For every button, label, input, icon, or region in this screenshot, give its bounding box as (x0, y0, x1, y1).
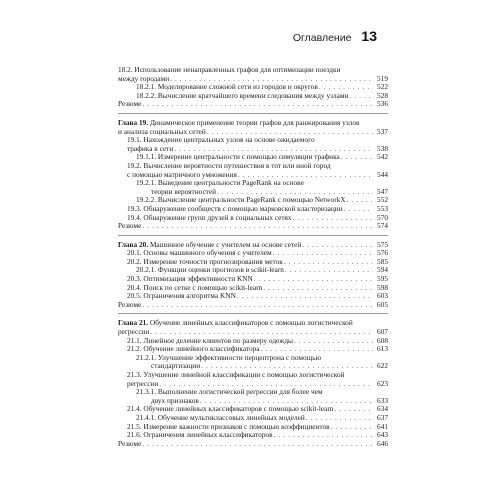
dot-leader (302, 241, 373, 250)
dot-leader (294, 337, 373, 346)
toc-entry-title: 19.4. Обнаружение групп друзей в социальных сетях (127, 212, 292, 222)
toc-page-number: 537 (377, 126, 388, 136)
toc-entry (118, 440, 388, 449)
toc-entry-title: 21.4.1. Обучение мультиклассовых линейных моделей (136, 412, 305, 422)
running-header (293, 28, 377, 44)
toc-page-number: 603 (377, 291, 388, 301)
toc-entry-title: 18.2.2. Вычисление кратчайшего времени следования между узлами (136, 90, 349, 100)
toc-entry-continued (118, 371, 388, 380)
dot-leader (285, 266, 373, 275)
toc-page-number: 574 (377, 221, 388, 231)
toc-entry-title: стандартизации (151, 361, 201, 371)
toc-entry (118, 222, 388, 231)
toc-entry-title: двух признаков (151, 395, 199, 405)
toc-page-number: 598 (377, 282, 388, 292)
dot-leader (331, 423, 373, 432)
toc-page-number: 634 (377, 404, 388, 414)
toc-page-number: 544 (377, 169, 388, 179)
toc-page-number: 536 (377, 99, 388, 109)
dot-leader (334, 405, 373, 414)
toc-entry-title: 19.2.1. Выведение центральности PageRank на основе (136, 178, 304, 188)
toc-page-number: 622 (377, 361, 388, 371)
dot-leader (341, 153, 373, 162)
toc-entry-title: 20.2.1. Функции оценки прогнозов в scikit-learn (136, 265, 284, 275)
toc-entry-title: 21.5. Измерение важности признаков с помощью коэффициентов (127, 421, 330, 431)
toc-entry-continued (118, 319, 388, 328)
toc-entry-title: 21.4. Обучение линейных классификаторов с помощью scikit-learn (127, 404, 334, 414)
toc-entry-title: Резюме (118, 99, 142, 109)
toc-page-number: 643 (377, 430, 388, 440)
toc-entry-title: 21.3. Улучшение линейной классификации с помощью логистической (127, 370, 345, 379)
toc-page-number: 547 (377, 186, 388, 196)
toc-entry-title: Резюме (118, 438, 142, 448)
chapter-label: Глава 20. (118, 239, 149, 249)
toc-page-number: 570 (377, 212, 388, 222)
dot-leader (349, 92, 373, 101)
dot-leader (274, 431, 373, 440)
dot-leader (263, 284, 373, 293)
chapter-divider (118, 235, 388, 236)
toc-page-number: 585 (377, 256, 388, 266)
toc-page-number: 637 (377, 412, 388, 422)
toc-page-number: 595 (377, 274, 388, 284)
toc-entry-title: 20.5. Ограничения алгоритма KNN (127, 291, 236, 301)
dot-leader (237, 292, 373, 301)
toc-entry-title: 19.1. Нахождение центральных узлов на основе ожидаемого (127, 135, 315, 145)
toc-page-number: 607 (377, 327, 388, 337)
toc-page-number: 613 (377, 344, 388, 354)
toc-page-number: 553 (377, 203, 388, 213)
toc-entry-title: 20.1. Основы машинного обучения с учителем (127, 248, 272, 258)
toc-entry-title: регрессии (118, 327, 150, 337)
toc-page-number: 605 (377, 299, 388, 309)
toc-entry-title: 18.2.1. Моделирование сложной сети из городов и округов (136, 82, 318, 92)
toc-page-number: 528 (377, 90, 388, 100)
toc-entry-title: регрессии (127, 378, 159, 388)
dot-leader (142, 301, 373, 310)
toc-entry-title: Резюме (118, 299, 142, 309)
toc-entry-title: 21.1. Линейное деление клиентов по размеру одежды (127, 335, 293, 345)
dot-leader (284, 258, 373, 267)
toc-page-number: 538 (377, 143, 388, 153)
dot-leader (254, 275, 373, 284)
toc-entry-title: 21.3.1. Выполнение логистической регрессии для более чем (136, 387, 323, 397)
chapter-label: Глава 21. (118, 318, 149, 328)
toc-entry-title: Машинное обучение с учителем на основе сетей (149, 239, 302, 249)
header-title: Оглавление (292, 32, 352, 44)
dot-leader (142, 222, 373, 231)
chapter-label: Глава 19. (118, 117, 149, 127)
dot-leader (142, 100, 373, 109)
toc-entry (118, 292, 388, 301)
toc-entry (118, 301, 388, 310)
toc-page-number: 608 (377, 335, 388, 345)
header-page-number: 13 (361, 28, 377, 44)
dot-leader (344, 205, 373, 214)
dot-leader (347, 196, 373, 205)
toc-page-number: 552 (377, 195, 388, 205)
toc-page-number: 633 (377, 395, 388, 405)
chapter-divider (118, 313, 388, 314)
toc-page-number: 594 (377, 265, 388, 275)
toc-entry-title: 20.4. Поиск по сетке с помощью scikit-learn (127, 282, 263, 292)
toc-entry-title: 21.6. Ограничения линейных классификаторов (127, 430, 273, 440)
toc-entry (118, 214, 388, 223)
toc-entry-title: 21.2. Обучение линейного классификатора (127, 344, 260, 354)
toc-entry-title: между городами (118, 73, 170, 83)
toc-entry-title: Динамическое применение теории графов для ранжирования узлов (149, 117, 360, 127)
toc-entry-title: с помощью матричного умножения (127, 169, 237, 179)
toc-entry (118, 431, 388, 440)
chapter-divider (118, 113, 388, 114)
table-of-contents (118, 66, 388, 448)
toc-entry-title: 19.1.1. Измерение центральности с помощью симуляции трафика (136, 152, 340, 162)
dot-leader (142, 440, 373, 449)
toc-entry-title: 19.2.2. Вычисление центральности PageRank с помощью NetworkX (136, 195, 346, 205)
toc-page-number: 542 (377, 152, 388, 162)
toc-entry-title: Обучение линейных классификаторов с помощью логистической (149, 318, 353, 328)
toc-entry-title: 19.2. Вычисление вероятности путешествия в тот или иной город (127, 160, 331, 170)
toc-entry-title: трафика в сети (127, 143, 174, 153)
toc-entry-title: теории вероятностей (151, 186, 217, 196)
toc-entry-title: 18.2. Использование ненаправленных графов для оптимизации поездки (118, 65, 341, 74)
toc-page-number: 522 (377, 82, 388, 92)
dot-leader (273, 249, 373, 258)
toc-page-number: 641 (377, 421, 388, 431)
toc-entry-title: 20.3. Оптимизация эффективности KNN (127, 274, 253, 284)
toc-page-number: 575 (377, 239, 388, 249)
toc-entry-title: 21.2.1. Улучшение эффективности перцептрона с помощью (136, 352, 322, 362)
toc-entry (118, 100, 388, 109)
toc-page-number: 576 (377, 248, 388, 258)
toc-entry-title: Резюме (118, 221, 142, 231)
toc-entry-title: 19.3. Обнаружение сообществ с помощью марковской кластеризации (127, 203, 343, 213)
toc-page-number: 519 (377, 73, 388, 83)
toc-page-number: 623 (377, 378, 388, 388)
toc-entry-title: и анализа социальных сетей (118, 126, 206, 136)
toc-entry (118, 92, 388, 101)
toc-page-number: 646 (377, 438, 388, 448)
dot-leader (292, 214, 373, 223)
toc-entry-title: 20.2. Измерение точности прогнозирования меток (127, 256, 283, 266)
